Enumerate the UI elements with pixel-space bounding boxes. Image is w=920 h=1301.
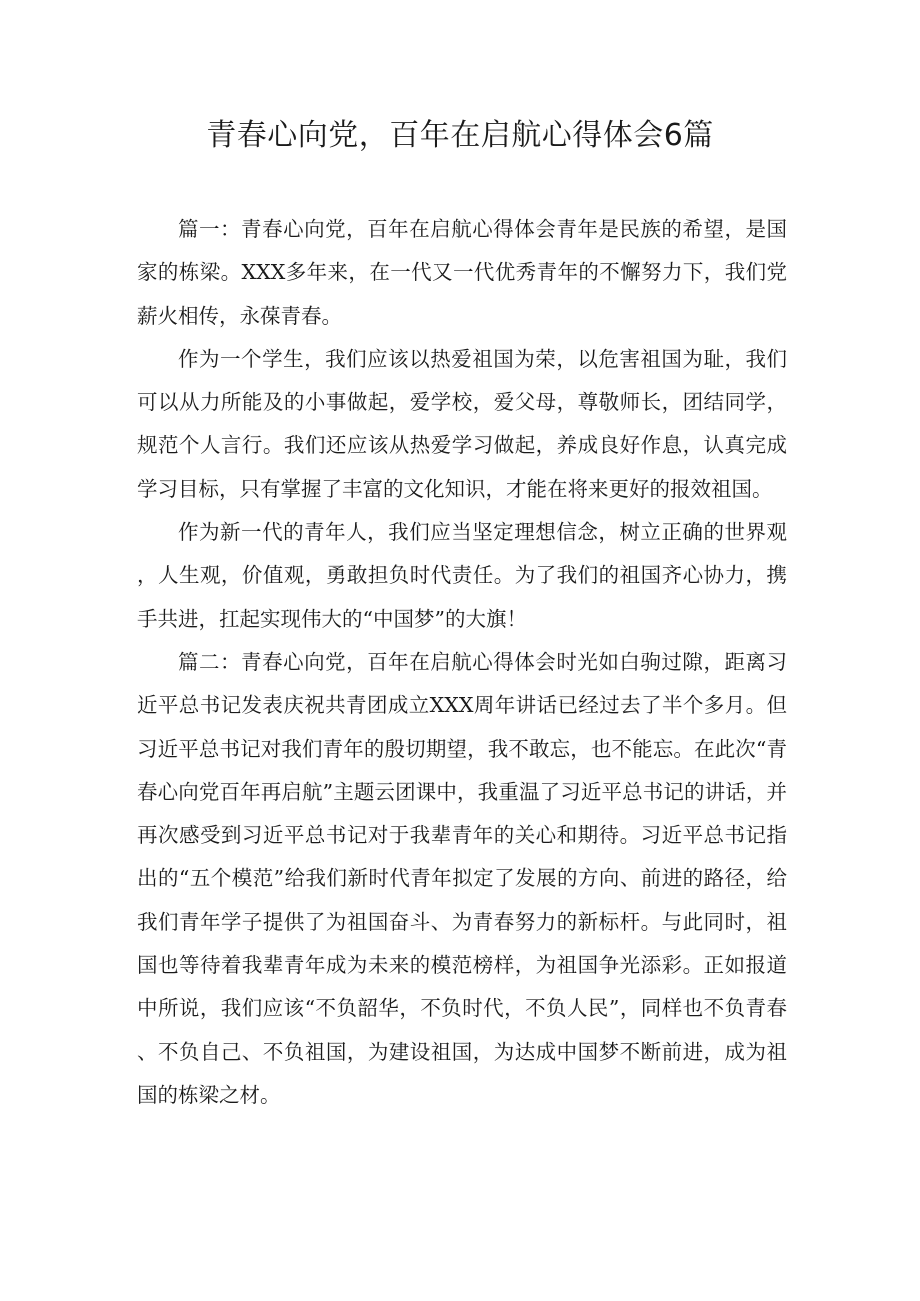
paragraph-1: 篇一：青春心向党，百年在启航心得体会青年是民族的希望，是国家的栋梁。XXX多年来，在一代又一代优秀青年的不懈努力下，我们党薪火相传，永葆青春。 — [137, 217, 787, 328]
paragraph-2: 作为一个学生，我们应该以热爱祖国为荣，以危害祖国为耻，我们可以从力所能及的小事做起，爱学校，爱父母，尊敬师长，团结同学，规范个人言行。我们还应该从热爱学习做起，养成良好作息，认真完成学习目标，只有掌握了丰富的文化知识，才能在将来更好的报效祖国。 — [137, 346, 787, 501]
document-title: 青春心向党，百年在启航心得体会6篇 — [206, 118, 714, 153]
document-body — [137, 208, 787, 1117]
paragraph-3: 作为新一代的青年人，我们应当坚定理想信念，树立正确的世界观，人生观，价值观，勇敢担负时代责任。为了我们的祖国齐心协力，携手共进，扛起实现伟大的“中国梦”的大旗！ — [137, 520, 787, 631]
paragraph-4: 篇二：青春心向党，百年在启航心得体会时光如白驹过隙，距离习近平总书记发表庆祝共青团成立XXX周年讲话已经过去了半个多月。但习近平总书记对我们青年的殷切期望，我不敢忘，也不能忘。在此次“青春心向党百年再启航”主题云团课中，我重温了习近平总书记的讲话，并再次感受到习近平总书记对于我辈青年的关心和期待。习近平总书记指出的“五个模范”给我们新时代青年拟定了发展的方向、前进的路径，给我们青年学子提供了为祖国奋斗、为青春努力的新标杆。与此同时，祖国也等待着我辈青年成为未来的模范榜样，为祖国争光添彩。正如报道中所说，我们应该“不负韶华，不负时代，不负人民”，同样也不负青春、不负自己、不负祖国，为建设祖国，为达成中国梦不断前进，成为祖国的栋梁之材。 — [137, 649, 787, 1107]
